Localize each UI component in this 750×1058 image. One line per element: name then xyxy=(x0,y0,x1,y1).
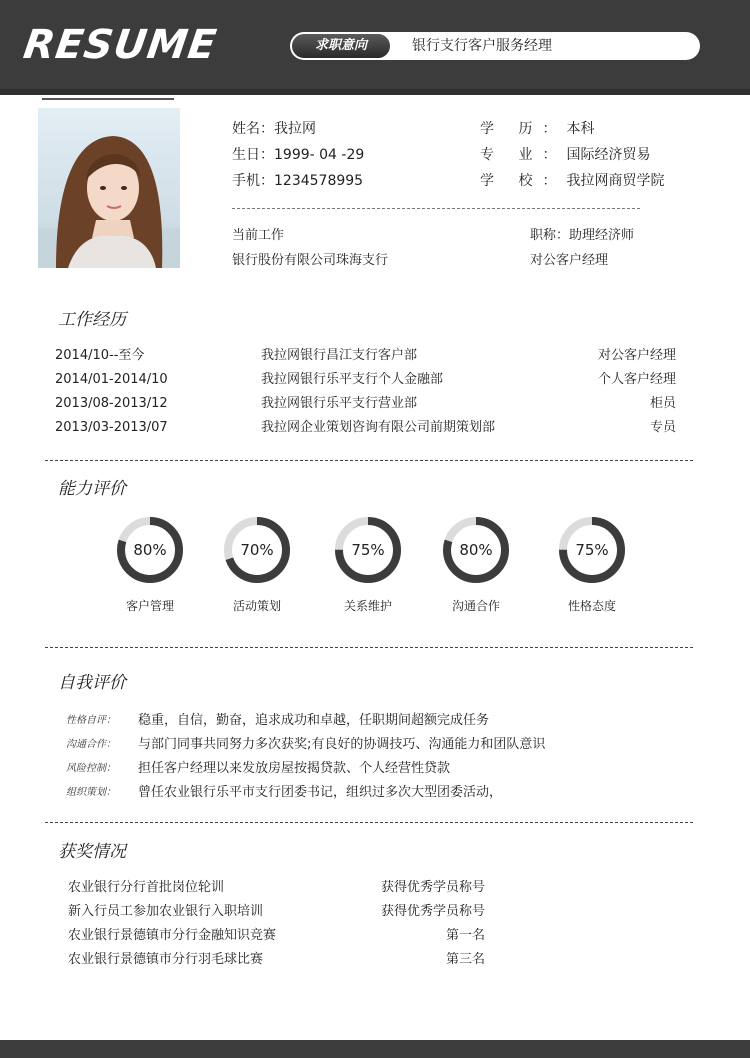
major-row xyxy=(480,145,650,165)
ability-label: 客户管理 xyxy=(125,599,174,613)
job-title-label: 职称： xyxy=(530,228,570,243)
section-divider xyxy=(45,460,693,461)
job-title-row xyxy=(530,227,634,245)
education-value: 本科 xyxy=(566,121,595,137)
name-row xyxy=(232,119,316,139)
current-company: 银行股份有限公司珠海支行 xyxy=(232,253,389,268)
work-org: 我拉网银行昌江支行客户部 xyxy=(261,348,418,363)
major-label: 专 业： xyxy=(480,147,567,163)
self-eval-text: 曾任农业银行乐平市支行团委书记，组织过多次大型团委活动， xyxy=(138,785,503,800)
self-eval-text: 稳重，自信，勤奋，追求成功和卓越，任职期间超额完成任务 xyxy=(138,713,490,728)
self-eval-label: 沟通合作： xyxy=(66,739,116,750)
self-eval-text: 担任客户经理以来发放房屋按揭贷款、个人经营性贷款 xyxy=(138,761,451,776)
job-title-value: 助理经济师 xyxy=(569,228,635,243)
work-section-title: 工作经历 xyxy=(58,310,126,330)
school-row xyxy=(480,171,664,191)
profile-photo xyxy=(38,108,180,268)
ability-label: 性格态度 xyxy=(567,599,616,613)
birth-row xyxy=(232,145,364,165)
award-name: 农业银行景德镇市分行金融知识竞赛 xyxy=(68,928,277,943)
education-row xyxy=(480,119,594,139)
portrait-illustration xyxy=(38,108,180,268)
education-label: 学 历： xyxy=(480,121,567,137)
info-divider xyxy=(232,208,640,209)
current-job-label: 当前工作 xyxy=(232,228,285,243)
award-result: 获得优秀学员称号 xyxy=(380,904,485,919)
ability-label: 活动策划 xyxy=(232,599,281,613)
awards-section-title: 获奖情况 xyxy=(58,842,126,862)
ability-percent: 70% xyxy=(240,541,274,559)
work-org: 我拉网银行乐平支行营业部 xyxy=(261,396,418,411)
birth-value: 1999- 04 -29 xyxy=(274,147,365,163)
ability-percent: 75% xyxy=(575,541,609,559)
birth-label: 生日： xyxy=(232,147,274,163)
self-eval-section-title: 自我评价 xyxy=(58,673,126,693)
section-divider xyxy=(45,647,693,648)
phone-value: 1234578995 xyxy=(274,173,364,189)
ability-percent: 80% xyxy=(459,541,493,559)
resume-logo: RESUME xyxy=(20,22,220,68)
ability-percent: 75% xyxy=(351,541,385,559)
work-role: 对公客户经理 xyxy=(597,348,676,363)
work-org: 我拉网银行乐平支行个人金融部 xyxy=(261,372,444,387)
work-role: 专员 xyxy=(649,420,676,435)
work-role: 个人客户经理 xyxy=(597,372,676,387)
school-label: 学 校： xyxy=(480,173,567,189)
award-result: 第一名 xyxy=(445,928,485,943)
phone-label: 手机： xyxy=(232,173,274,189)
work-org: 我拉网企业策划咨询有限公司前期策划部 xyxy=(261,420,496,435)
job-intent-value: 银行支行客户服务经理 xyxy=(412,38,552,54)
ability-percent: 80% xyxy=(133,541,167,559)
major-value: 国际经济贸易 xyxy=(566,147,651,163)
award-name: 农业银行景德镇市分行羽毛球比赛 xyxy=(68,952,264,967)
award-name: 农业银行分行首批岗位轮训 xyxy=(68,880,225,895)
ability-label: 沟通合作 xyxy=(451,599,500,613)
ability-label: 关系维护 xyxy=(343,599,392,613)
award-result: 第三名 xyxy=(445,952,485,967)
self-eval-label: 风险控制： xyxy=(66,763,116,774)
work-date: 2013/08-2013/12 xyxy=(55,396,168,411)
self-eval-label: 性格自评： xyxy=(66,715,116,726)
job-intent-label: 求职意向 xyxy=(292,34,390,58)
self-eval-text: 与部门同事共同努力多次获奖;有良好的协调技巧、沟通能力和团队意识 xyxy=(138,737,546,752)
header-bottom-strip xyxy=(0,89,750,95)
photo-top-line xyxy=(42,98,174,100)
section-divider xyxy=(45,822,693,823)
work-date: 2013/03-2013/07 xyxy=(55,420,168,435)
school-value: 我拉网商贸学院 xyxy=(566,173,665,189)
footer-bar xyxy=(0,1040,750,1058)
name-label: 姓名： xyxy=(232,121,274,137)
ability-section-title: 能力评价 xyxy=(58,479,126,499)
work-role: 柜员 xyxy=(649,396,676,411)
award-name: 新入行员工参加农业银行入职培训 xyxy=(68,904,264,919)
award-result: 获得优秀学员称号 xyxy=(380,880,485,895)
name-value: 我拉网 xyxy=(274,121,316,137)
work-date: 2014/10--至今 xyxy=(55,348,145,363)
work-date: 2014/01-2014/10 xyxy=(55,372,168,387)
phone-row xyxy=(232,171,363,191)
self-eval-label: 组织策划： xyxy=(66,787,116,798)
current-position: 对公客户经理 xyxy=(530,253,609,268)
